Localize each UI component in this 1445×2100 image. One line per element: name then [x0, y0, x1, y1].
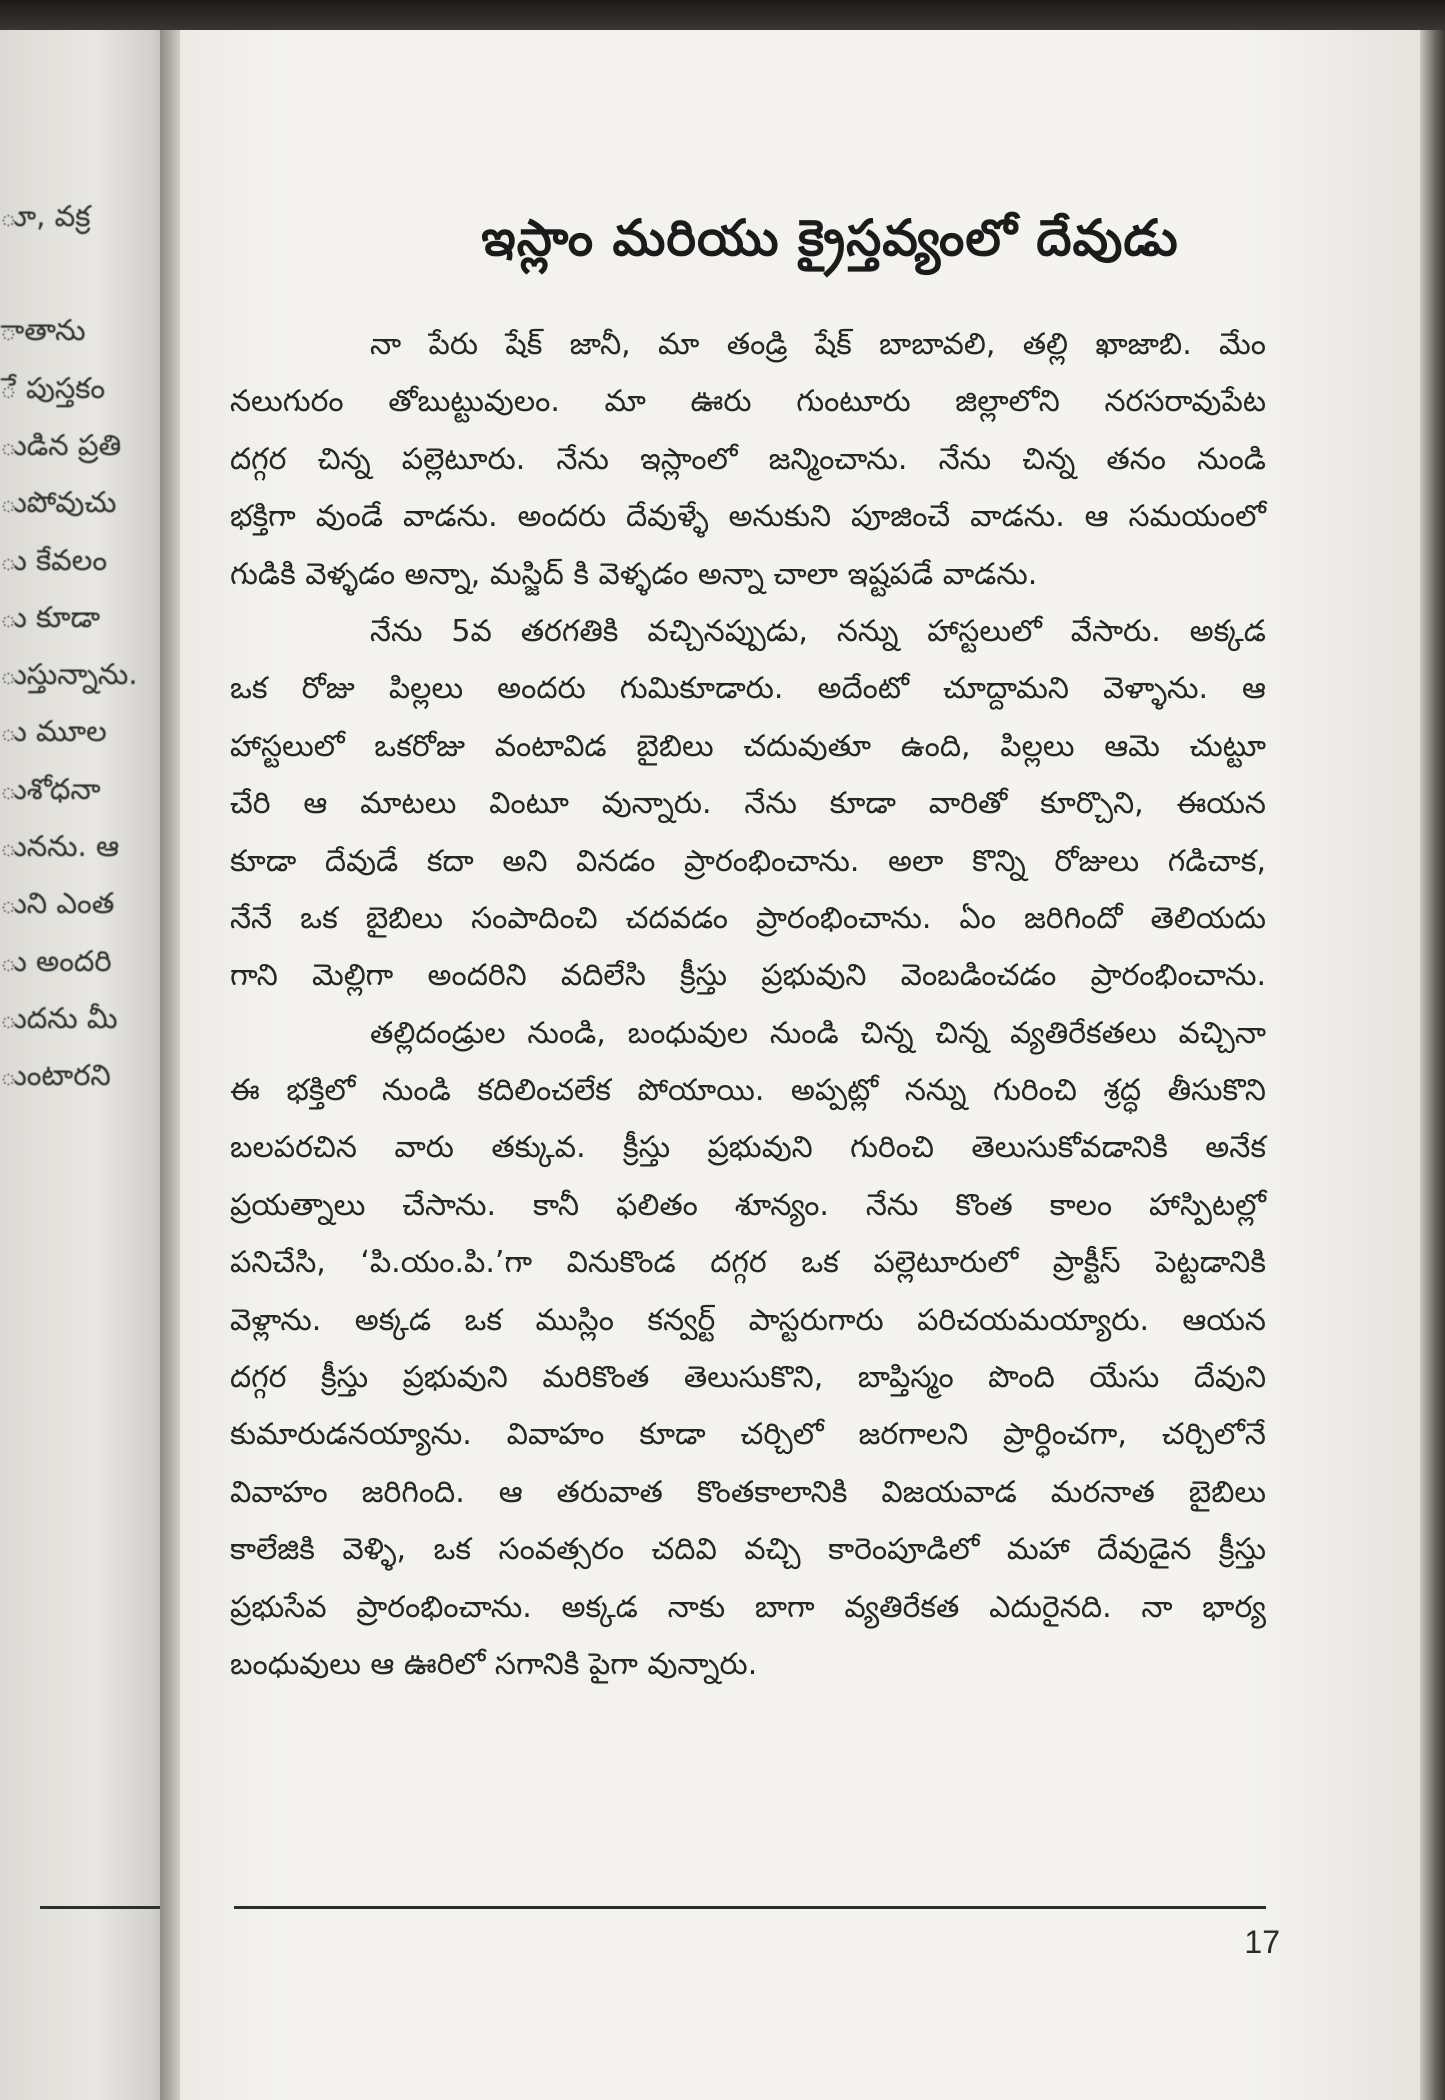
left-page-line: ుస్తున్నాను.	[0, 657, 138, 691]
previous-page	[0, 30, 170, 2100]
left-page-line: ుని ఎంత	[0, 886, 115, 920]
text-line: భక్తిగా వుండే వాడను. అందరు దేవుళ్ళే అనుకుని పూజించే వాడను. ఆ సమయంలో	[230, 499, 1266, 535]
text-line: గాని మెల్లిగా అందరిని వదిలేసి క్రీస్తు ప్రభువుని వెంబడించడం ప్రారంభించాను.	[230, 958, 1266, 994]
text-line: కాలేజికి వెళ్ళి, ఒక సంవత్సరం చదివి వచ్చి కారెంపూడిలో మహా దేవుడైన క్రీస్తు	[230, 1532, 1266, 1568]
left-page-line: ు కూడా	[0, 600, 101, 634]
text-line: పనిచేసి, ‘పి.యం.పి.’గా వినుకొండ దగ్గర ఒక పల్లెటూరులో ప్రాక్టీస్ పెట్టడానికి	[230, 1245, 1266, 1281]
text-line: ఈ భక్తిలో నుండి కదిలించలేక పోయాయి. అప్పట్లో నన్ను గురించి శ్రద్ధ తీసుకొని	[230, 1073, 1266, 1109]
text-line: హాస్టలులో ఒకరోజు వంటావిడ బైబిలు చదువుతూ ఉంది, పిల్లలు ఆమె చుట్టూ	[230, 728, 1266, 764]
left-page-line: ు మూల	[0, 714, 107, 748]
text-line: బలపరచిన వారు తక్కువ. క్రీస్తు ప్రభువుని గురించి తెలుసుకోవడానికి అనేక	[230, 1130, 1266, 1166]
text-line: నా పేరు షేక్ జానీ, మా తండ్రి షేక్ బాబావలి, తల్లి ఖాజాబి. మేం	[370, 327, 1266, 362]
text-line: గుడికి వెళ్ళడం అన్నా, మస్జిద్ కి వెళ్ళడం అన్నా చాలా ఇష్టపడే వాడను.	[230, 556, 1038, 592]
paragraph	[230, 603, 1266, 1005]
text-line: కూడా దేవుడే కదా అని వినడం ప్రారంభించాను. అలా కొన్ని రోజులు గడిచాక,	[230, 843, 1266, 879]
scanner-right-border	[1420, 30, 1445, 2100]
left-page-line: ాతాను	[0, 313, 86, 347]
left-page-line: ుంటారని	[0, 1058, 111, 1092]
left-page-line: ుశోధనా	[0, 772, 101, 806]
left-page-line: ు అందరి	[0, 944, 112, 978]
page-body	[230, 316, 1266, 1693]
text-line: ఒక రోజు పిల్లలు అందరు గుమికూడారు. అదేంటో చూద్దామని వెళ్ళాను. ఆ	[230, 671, 1266, 707]
text-line: దగ్గర చిన్న పల్లెటూరు. నేను ఇస్లాంలో జన్మించాను. నేను చిన్న తనం నుండి	[230, 441, 1266, 477]
left-page-line: ే పుస్తకం	[0, 371, 106, 405]
text-line: నేనే ఒక బైబిలు సంపాదించి చదవడం ప్రారంభించాను. ఏం జరిగిందో తెలియదు	[230, 900, 1266, 936]
paragraph	[230, 316, 1266, 603]
text-line: చేరి ఆ మాటలు వింటూ వున్నారు. నేను కూడా వారితో కూర్చొని, ఈయన	[230, 786, 1266, 822]
text-line: ప్రయత్నాలు చేసాను. కానీ ఫలితం శూన్యం. నేను కొంత కాలం హాస్పిటల్లో	[230, 1187, 1266, 1223]
book-page	[180, 30, 1420, 2100]
text-line: కుమారుడనయ్యాను. వివాహం కూడా చర్చిలో జరగాలని ప్రార్ధించగా, చర్చిలోనే	[230, 1417, 1266, 1453]
text-line: దగ్గర క్రీస్తు ప్రభువుని మరికొంత తెలుసుకొని, బాప్తిస్మం పొంది యేసు దేవుని	[230, 1360, 1266, 1396]
text-line: బంధువులు ఆ ఊరిలో సగానికి పైగా వున్నారు.	[230, 1646, 758, 1682]
scanner-top-border	[0, 0, 1445, 30]
text-line: నేను 5వ తరగతికి వచ్చినప్పుడు, నన్ను హాస్టలులో వేసారు. అక్కడ	[370, 613, 1266, 649]
paragraph	[230, 1005, 1266, 1694]
footer-rule	[234, 1906, 1266, 1909]
text-line: వివాహం జరిగింది. ఆ తరువాత కొంతకాలానికి విజయవాడ మరనాత బైబిలు	[230, 1474, 1266, 1510]
page-title: ఇస్లాం మరియు క్రైస్తవ్యంలో దేవుడు	[481, 209, 1179, 267]
page-number: 17	[1244, 1924, 1280, 1960]
left-page-line: ు కేవలం	[0, 543, 108, 577]
left-page-line: ుదను మీ	[0, 1001, 118, 1035]
left-page-line: ుపోవుచు	[0, 485, 117, 519]
left-page-line: ునను. ఆ	[0, 829, 120, 863]
text-line: తల్లిదండ్రుల నుండి, బంధువుల నుండి చిన్న చిన్న వ్యతిరేకతలు వచ్చినా	[370, 1015, 1266, 1051]
left-page-line: ూ, వక్ర	[0, 199, 91, 233]
text-line: వెళ్లాను. అక్కడ ఒక ముస్లిం కన్వర్ట్ పాస్టరుగారు పరిచయమయ్యారు. ఆయన	[230, 1302, 1266, 1338]
text-line: నలుగురం తోబుట్టువులం. మా ఊరు గుంటూరు జిల్లాలోని నరసరావుపేట	[230, 384, 1266, 420]
left-page-bottom-rule	[40, 1906, 160, 1909]
text-line: ప్రభుసేవ ప్రారంభించాను. అక్కడ నాకు బాగా వ్యతిరేకత ఎదురైనది. నా భార్య	[230, 1589, 1266, 1625]
left-page-line: ుడిన ప్రతి	[0, 428, 122, 462]
